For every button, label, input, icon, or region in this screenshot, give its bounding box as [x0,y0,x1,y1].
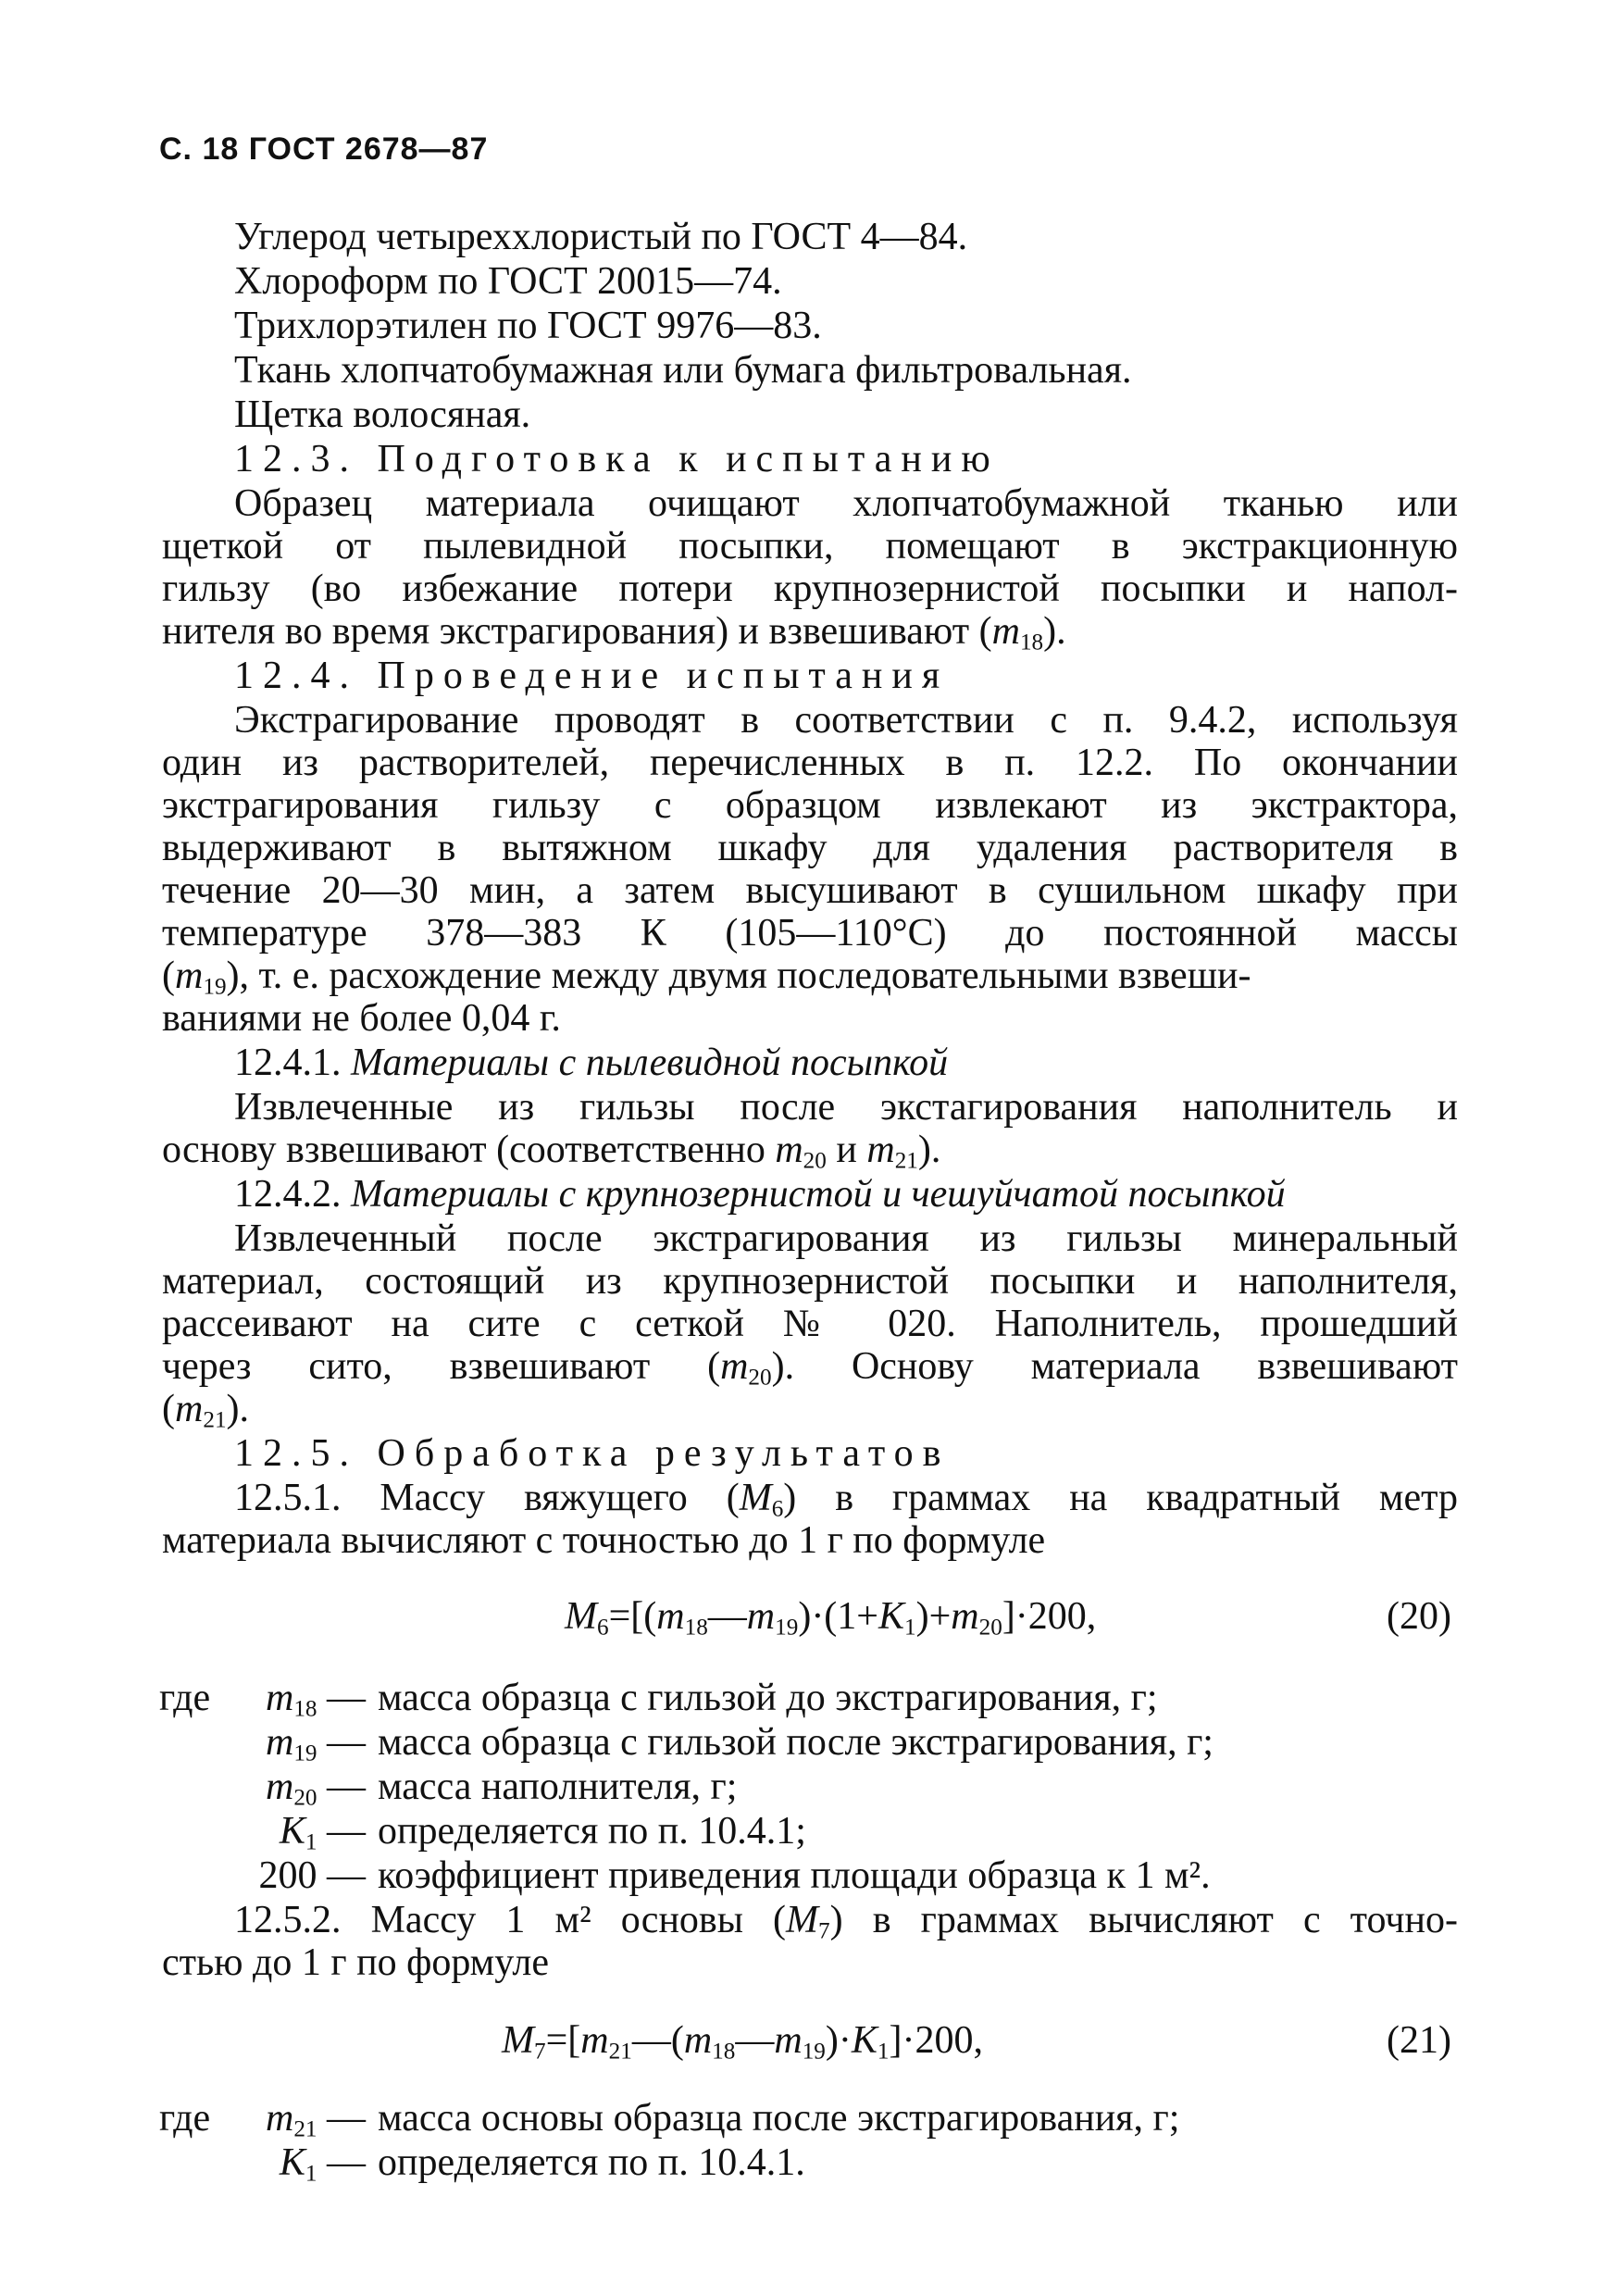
reagent-line: Ткань хлопчатобумажная или бумага фильтровальная. [234,349,1132,392]
paragraph-line: материал, состоящий из крупнозернистой посыпки и наполнителя, [162,1260,1458,1303]
paragraph-line: $(m_{19})$, т. е. расхождение между двумя последовательными взвеши- [162,955,1251,1000]
def-text: масса образца с гильзой до экстрагирования, г; [378,1677,1158,1719]
paragraph-line: нителя во время экстрагирования) и взвешивают $(m_{18})$. [162,610,1066,655]
paragraph-line: рассеивают на сите с сеткой № 020. Наполнитель, прошедший [162,1303,1458,1345]
def-text: определяется по п. 10.4.1; [378,1810,806,1853]
section-title-12-5: 12.5. Обработка результатов [234,1432,951,1475]
def-symbol: $K_1$ — [279,1810,366,1855]
page-header: С. 18 ГОСТ 2678—87 [159,131,489,167]
def-symbol: $m_{21}$ — [265,2097,366,2142]
formula-20: $M_6=[(m_{18}—m_{19})\cdot(1+K_1)+m_{20}]\cdot 200$, [565,1595,1097,1641]
def-text: масса образца с гильзой после экстрагирования, г; [378,1721,1214,1764]
paragraph-line: выдерживают в вытяжном шкафу для удаления растворителя в [162,827,1458,869]
def-symbol: $K_1$ — [279,2141,366,2187]
paragraph-line: материала вычисляют с точностью до 1 г по формуле [162,1519,1046,1562]
def-text: масса наполнителя, г; [378,1766,738,1808]
paragraph-line: Извлеченный после экстрагирования из гильзы минеральный [234,1217,1458,1260]
formula-21: $M_7=[m_{21}—(m_{18}—m_{19})\cdot K_1]\cdot 200$, [502,2019,983,2065]
paragraph-line: один из растворителей, перечисленных в п. 12.2. По окончании [162,742,1458,784]
reagent-line: Трихлорэтилен по ГОСТ 9976—83. [234,305,822,347]
paragraph-line: температуре 378—383 К (105—110°С) до постоянной массы [162,912,1458,955]
where-label: где [159,2097,211,2140]
paragraph-line: основу взвешивают (соответственно $m_{20}$ и $m_{21}$). [162,1129,941,1174]
def-symbol: $m_{19}$ — [265,1721,366,1766]
paragraph-line: Извлеченные из гильзы после экстагирования наполнитель и [234,1086,1458,1129]
paragraph-line: щеткой от пылевидной посыпки, помещают в экстракционную [162,525,1458,568]
paragraph-line: Образец материала очищают хлопчатобумажной тканью или [234,482,1458,525]
section-title-12-4: 12.4. Проведение испытания [234,655,950,697]
reagent-line: Щетка волосяная. [234,393,531,436]
paragraph-line: Экстрагирование проводят в соответствии с п. 9.4.2, используя [234,699,1458,742]
section-title-12-3: 12.3. Подготовка к испытанию [234,438,1000,480]
paragraph-line: 12.5.1. Массу вяжущего $(M_6)$ в граммах на квадратный метр [234,1477,1458,1522]
paragraph-line: $(m_{21})$. [162,1388,250,1433]
paragraph-line: через сито, взвешивают $(m_{20})$. Основу материала взвешивают [162,1345,1458,1391]
where-label: где [159,1677,211,1719]
paragraph-line: гильзу (во избежание потери крупнозернистой посыпки и напол- [162,568,1458,610]
equation-number-21: (21) [1387,2019,1451,2062]
def-text: масса основы образца после экстрагирования, г; [378,2097,1180,2140]
reagent-line: Углерод четыреххлористый по ГОСТ 4—84. [234,216,968,258]
paragraph-line: экстрагирования гильзу с образцом извлекают из экстрактора, [162,784,1458,827]
def-symbol: $m_{18}$ — [265,1677,366,1722]
def-text: коэффициент приведения площади образца к 1 м². [378,1854,1211,1897]
paragraph-line: течение 20—30 мин, а затем высушивают в сушильном шкафу при [162,869,1458,912]
equation-number-20: (20) [1387,1595,1451,1638]
def-text: определяется по п. 10.4.1. [378,2141,805,2184]
reagent-line: Хлороформ по ГОСТ 20015—74. [234,260,782,303]
paragraph-line: ваниями не более 0,04 г. [162,997,561,1040]
subsection-title-12-4-2: 12.4.2. Материалы с крупнозернистой и чешуйчатой посыпкой [234,1173,1286,1216]
paragraph-line: стью до 1 г по формуле [162,1941,550,1984]
subsection-title-12-4-1: 12.4.1. Материалы с пылевидной посыпкой [234,1042,949,1084]
def-symbol: $m_{20}$ — [265,1766,366,1811]
def-symbol: 200 — [258,1854,366,1897]
paragraph-line: 12.5.2. Массу 1 м² основы $(M_7)$ в граммах вычисляют с точно- [234,1899,1458,1944]
